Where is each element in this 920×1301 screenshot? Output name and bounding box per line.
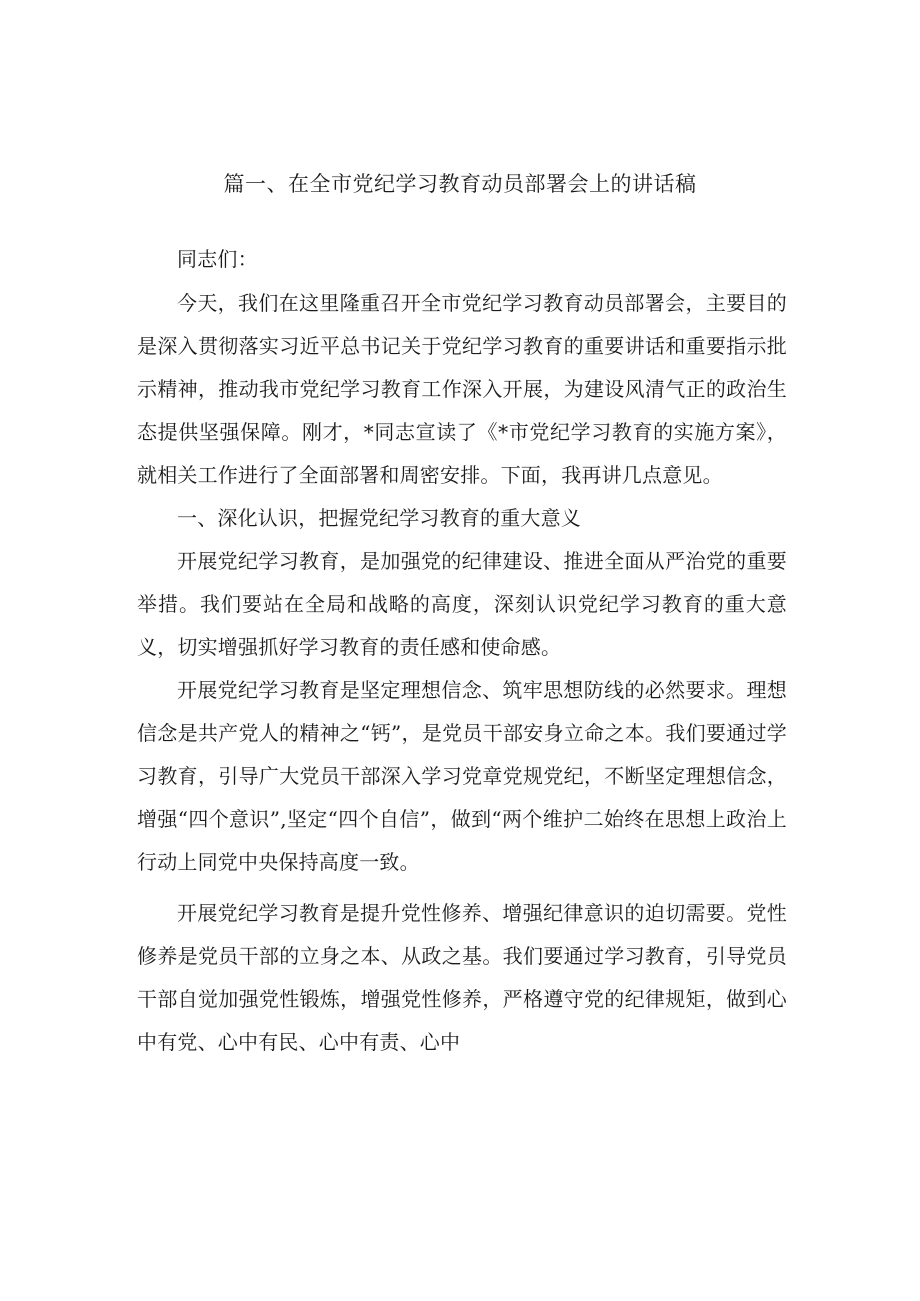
intro-paragraph: 今天，我们在这里隆重召开全市党纪学习教育动员部署会，主要目的是深入贯彻落实习近平总书记关于党纪学习教育的重要讲话和重要指示批示精神，推动我市党纪学习教育工作深入开展，为建设风清气正的政治生态提供坚强保障。刚才，*同志宣读了《*市党纪学习教育的实施方案》，就相关工作进行了全面部署和周密安排。下面，我再讲几点意见。 [137,291,787,487]
salutation: 同志们： [177,247,258,271]
paragraph-significance: 开展党纪学习教育，是加强党的纪律建设、推进全面从严治党的重要举措。我们要站在全局和战略的高度，深刻认识党纪学习教育的重大意义，切实增强抓好学习教育的责任感和使命感。 [137,549,787,659]
document-body [137,238,787,1064]
document-title: 篇一、在全市党纪学习教育动员部署会上的讲话稿 [223,172,697,196]
paragraph-party-spirit: 开展党纪学习教育是提升党性修养、增强纪律意识的迫切需要。党性修养是党员干部的立身之本、从政之基。我们要通过学习教育，引导党员干部自觉加强党性锻炼，增强党性修养，严格遵守党的纪律规矩，做到心中有党、心中有民、心中有责、心中 [137,901,787,1054]
section-heading: 一、深化认识，把握党纪学习教育的重大意义 [177,506,581,530]
paragraph-ideals: 开展党纪学习教育是坚定理想信念、筑牢思想防线的必然要求。理想信念是共产党人的精神之“钙”，是党员干部安身立命之本。我们要通过学习教育，引导广大党员干部深入学习党章党规党纪，不断坚定理想信念，增强“四个意识”,坚定“四个自信”，做到“两个维护二始终在思想上政治上行动上同党中央保持高度一致。 [137,678,787,874]
